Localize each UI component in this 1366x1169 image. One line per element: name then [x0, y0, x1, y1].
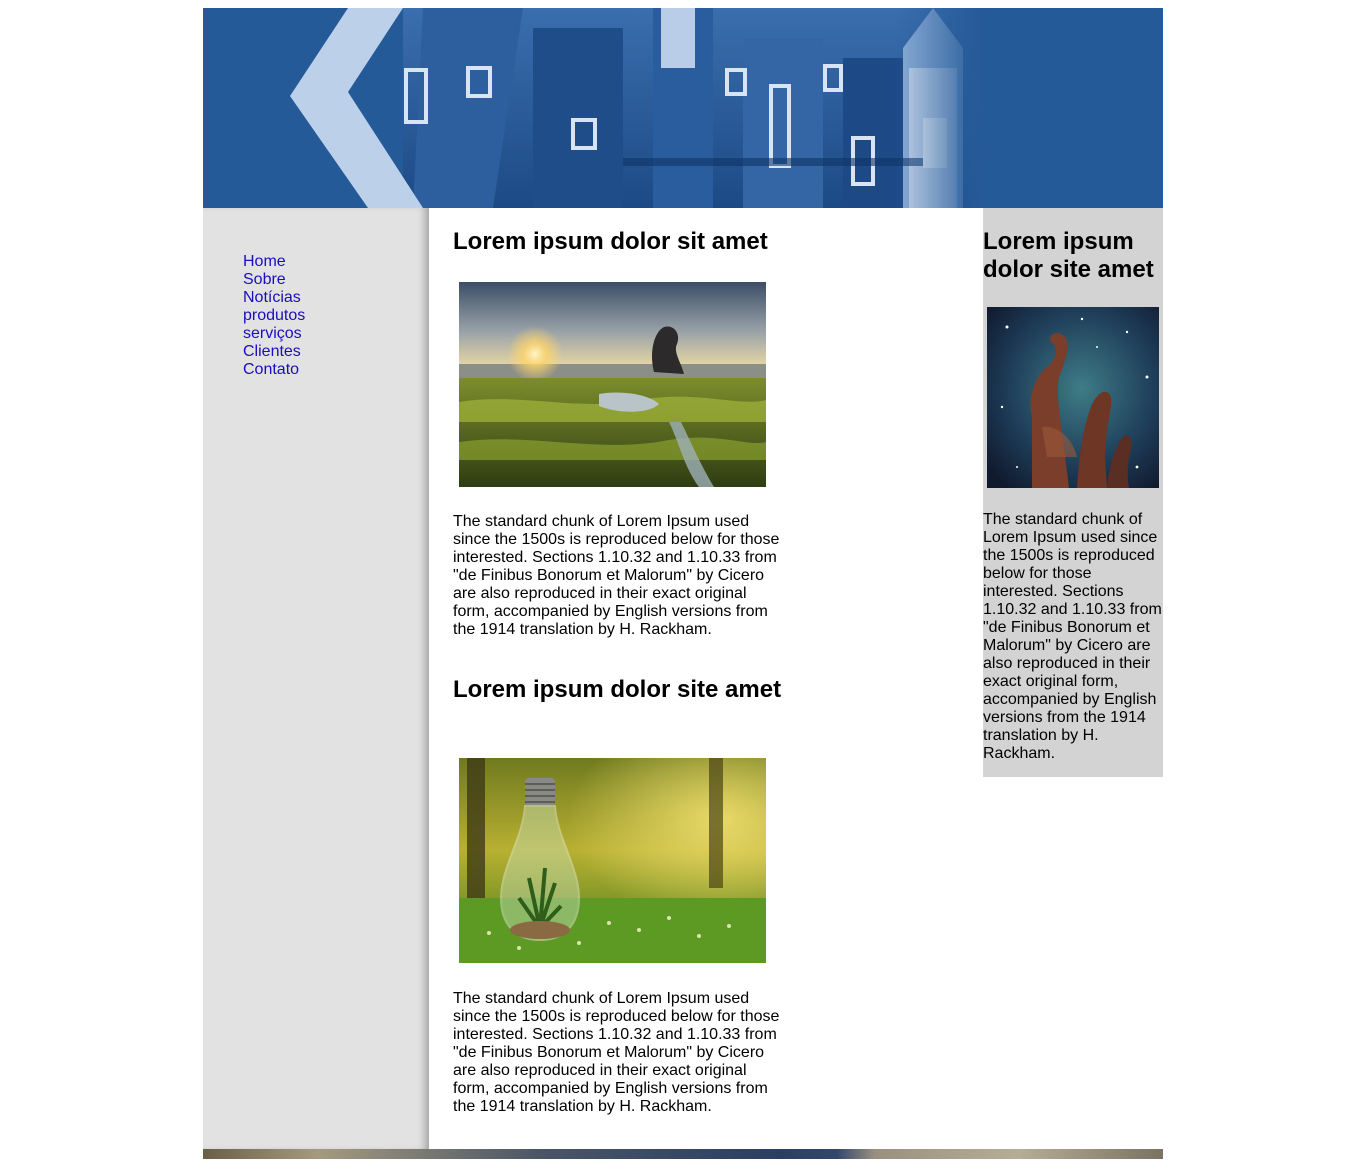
article-title: Lorem ipsum dolor sit amet	[453, 228, 768, 255]
nav-item-produtos	[243, 307, 305, 325]
article-title: Lorem ipsum dolor site amet	[453, 676, 782, 703]
nav-link-home[interactable]: Home	[243, 253, 286, 270]
nav-item-contato	[243, 361, 305, 379]
content-columns	[203, 208, 1163, 1149]
article-text: The standard chunk of Lorem Ipsum used since the 1500s is reproduced below for those interested. Sections 1.10.32 and 1.10.33 from "de Finibus Bonorum et Malorum" by Cicero are also reproduced in their exact original form, accompanied by English versions from the 1914 translation by H. Rackham.	[453, 990, 780, 1115]
footer-strip	[203, 1149, 1163, 1159]
nav-item-sobre	[243, 271, 305, 289]
nav-link-clientes[interactable]: Clientes	[243, 343, 301, 360]
right-sidebar	[983, 208, 1163, 777]
sidebar-text: The standard chunk of Lorem Ipsum used since the 1500s is reproduced below for those interested. Sections 1.10.32 and 1.10.33 from "de Finibus Bonorum et Malorum" by Cicero are also reproduced in their exact original form, accompanied by English versions from the 1914 translation by H. Rackham.	[983, 511, 1162, 762]
sidebar-image-nebula	[987, 307, 1159, 488]
nav-link-produtos[interactable]: produtos	[243, 307, 306, 324]
nav-link-noticias[interactable]: Notícias	[243, 289, 301, 306]
nav-link-contato[interactable]: Contato	[243, 361, 300, 378]
article-text: The standard chunk of Lorem Ipsum used since the 1500s is reproduced below for those interested. Sections 1.10.32 and 1.10.33 from "de Finibus Bonorum et Malorum" by Cicero are also reproduced in their exact original form, accompanied by English versions from the 1914 translation by H. Rackham.	[453, 513, 780, 638]
nav-item-noticias	[243, 289, 305, 307]
sidebar-title: Lorem ipsum dolor site amet	[983, 228, 1154, 283]
article-image-bulb-plant	[459, 758, 766, 963]
nav-item-home	[243, 253, 305, 271]
nav-item-servicos	[243, 325, 305, 343]
nav-link-sobre[interactable]: Sobre	[243, 271, 286, 288]
left-column	[203, 208, 429, 1149]
nav-link-servicos[interactable]: serviços	[243, 325, 302, 342]
main-nav	[243, 253, 305, 379]
page-wrapper	[203, 8, 1163, 1149]
header-banner	[203, 8, 1163, 208]
nav-item-clientes	[243, 343, 305, 361]
banner-artwork-image	[203, 8, 1163, 208]
article-image-sea-rocks	[459, 282, 766, 487]
